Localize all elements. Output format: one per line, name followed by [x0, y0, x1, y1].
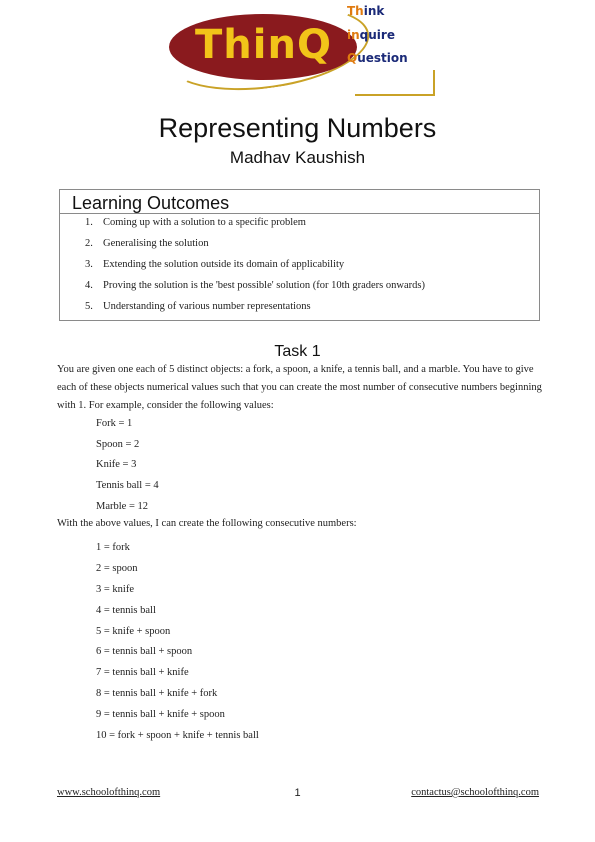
number-line: 9 = tennis ball + knife + spoon: [96, 709, 225, 720]
page-number: 1: [294, 787, 301, 799]
outcome-item: 4. Proving the solution is the 'best possible' solution (for 10th graders onwards): [85, 280, 425, 291]
number-line: 3 = knife: [96, 584, 134, 595]
number-line: 2 = spoon: [96, 563, 138, 574]
value-line: Tennis ball = 4: [96, 480, 159, 491]
number-line: 7 = tennis ball + knife: [96, 667, 189, 678]
website-link[interactable]: www.schoolofthinq.com: [57, 787, 161, 798]
number-line: 8 = tennis ball + knife + fork: [96, 688, 218, 699]
task-intro: You are given one each of 5 distinct objects: a fork, a spoon, a knife, a tennis ball, and a marble. You have to give each of these objects numerical values such that you can create the most number of consecutive numbers beginning with 1. For example, consider the following values:: [57, 364, 542, 411]
learning-outcomes-heading: Learning Outcomes: [60, 190, 539, 214]
value-line: Marble = 12: [96, 501, 148, 512]
value-line: Spoon = 2: [96, 439, 140, 450]
logo-tagline-think: Think: [347, 4, 385, 18]
outcome-item: 3. Extending the solution outside its domain of applicability: [85, 259, 345, 270]
document-title: Representing Numbers: [158, 113, 437, 143]
task-with-values: With the above values, I can create the following consecutive numbers:: [57, 518, 357, 529]
logo-tagline-question: Question: [347, 51, 408, 65]
number-line: 1 = fork: [96, 542, 130, 553]
outcome-item: 1. Coming up with a solution to a specific problem: [85, 217, 306, 228]
logo-tagline-inquire: inquire: [347, 28, 395, 42]
logo-frame: [355, 70, 435, 96]
thinq-logo: [165, 4, 435, 102]
number-line: 4 = tennis ball: [96, 605, 156, 616]
number-line: 10 = fork + spoon + knife + tennis ball: [96, 730, 259, 741]
value-line: Knife = 3: [96, 459, 137, 470]
logo-wordmark: ThinQ: [195, 22, 332, 68]
value-line: Fork = 1: [96, 418, 133, 429]
document-author: Madhav Kaushish: [229, 148, 366, 167]
email-link[interactable]: contactus@schoolofthinq.com: [411, 787, 539, 798]
task-heading: Task 1: [274, 343, 321, 360]
number-line: 5 = knife + spoon: [96, 626, 171, 637]
number-line: 6 = tennis ball + spoon: [96, 646, 193, 657]
outcome-item: 2. Generalising the solution: [85, 238, 209, 249]
learning-outcomes-box: [59, 189, 540, 321]
outcome-item: 5. Understanding of various number representations: [85, 301, 311, 312]
